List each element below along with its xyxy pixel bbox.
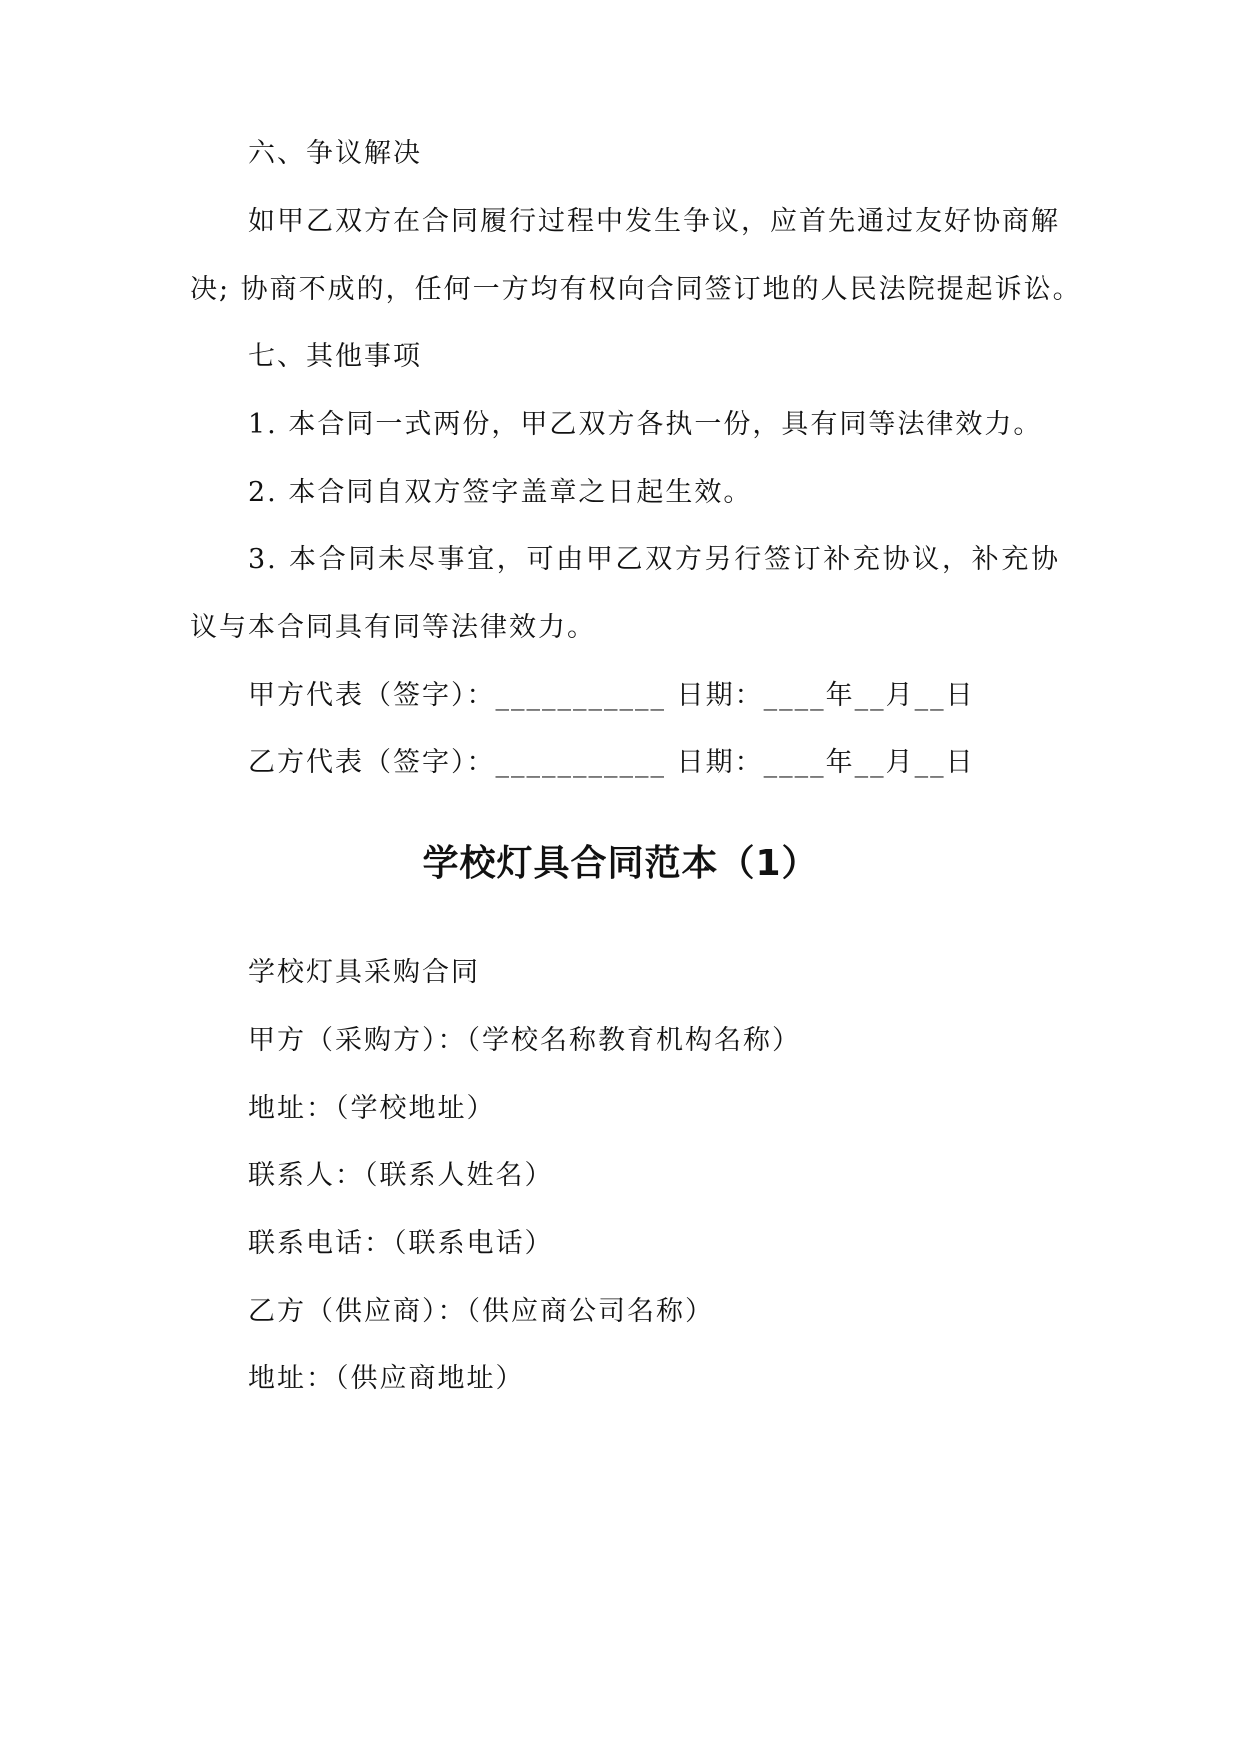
section-6-paragraph-line-2: 决; 协商不成的，任何一方均有权向合同签订地的人民法院提起诉讼。 — [190, 274, 1082, 305]
section-6-paragraph-line-1: 如甲乙双方在合同履行过程中发生争议，应首先通过友好协商解 — [248, 206, 1060, 237]
party-a-address: 地址：（学校地址） — [248, 1093, 496, 1124]
document-title: 学校灯具合同范本（1） — [422, 843, 819, 884]
party-a-signature-line: 甲方代表（签字）：___________ 日期：____年__月__日 — [248, 680, 975, 711]
party-b-line: 乙方（供应商）：（供应商公司名称） — [248, 1296, 714, 1327]
contact-phone: 联系电话：（联系电话） — [248, 1228, 554, 1259]
section-7-item-3-line-1: 3. 本合同未尽事宜，可由甲乙双方另行签订补充协议，补充协 — [248, 544, 1060, 575]
section-6-heading: 六、争议解决 — [248, 138, 422, 169]
contract-name: 学校灯具采购合同 — [248, 957, 480, 988]
section-7-heading: 七、其他事项 — [248, 341, 422, 372]
contact-person: 联系人：（联系人姓名） — [248, 1160, 554, 1191]
section-7-item-1: 1. 本合同一式两份，甲乙双方各执一份，具有同等法律效力。 — [248, 409, 1043, 440]
party-a-line: 甲方（采购方）：（学校名称教育机构名称） — [248, 1025, 801, 1056]
party-b-address: 地址：（供应商地址） — [248, 1363, 525, 1394]
section-7-item-2: 2. 本合同自双方签字盖章之日起生效。 — [248, 477, 753, 508]
section-7-item-3-line-2: 议与本合同具有同等法律效力。 — [190, 612, 596, 643]
party-b-signature-line: 乙方代表（签字）：___________ 日期：____年__月__日 — [248, 747, 975, 778]
